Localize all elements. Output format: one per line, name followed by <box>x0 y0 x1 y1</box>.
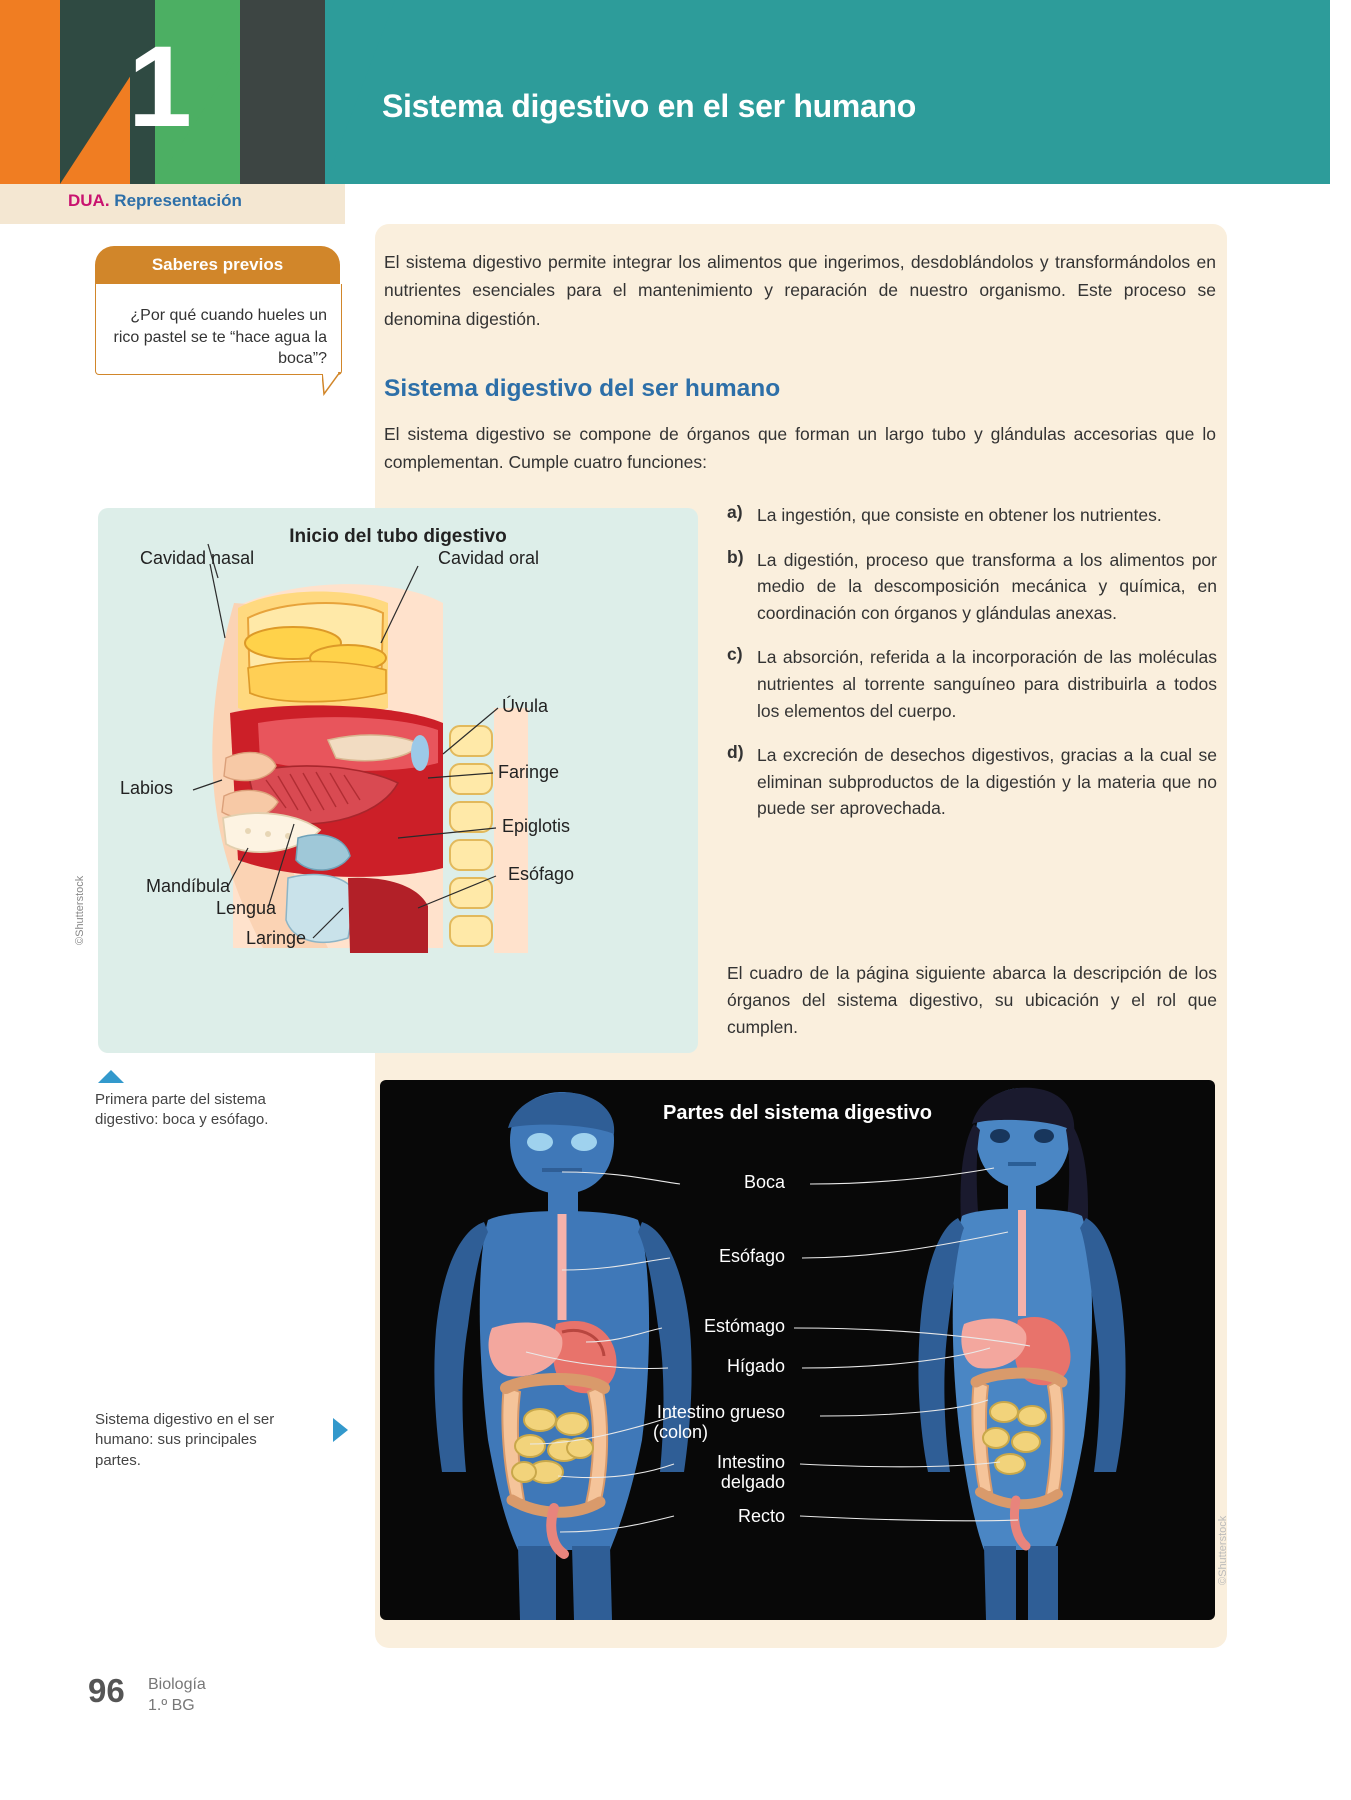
page-number: 96 <box>88 1672 125 1709</box>
label-uvula: Úvula <box>502 696 549 716</box>
dua-badge-label <box>68 191 242 211</box>
dua-label: DUA. <box>68 191 110 210</box>
digestive-system-illustration <box>380 1080 1215 1620</box>
list-item-marker: a) <box>727 502 743 522</box>
dua-sublabel: Representación <box>114 191 242 210</box>
label-esofago: Esófago <box>718 1246 785 1266</box>
saberes-previos-title: Saberes previos <box>151 255 284 274</box>
caption-1-arrow-icon <box>98 1070 124 1083</box>
closing-paragraph: El cuadro de la página siguiente abarca la descripción de los órganos del sistema digestivo, su ubicación y el rol que cumplen. <box>727 963 1217 1038</box>
label-labios: Labios <box>120 778 174 798</box>
label-cavidad-oral: Cavidad oral <box>438 548 540 568</box>
figure-2-title: Partes del sistema digestivo <box>662 1102 932 1124</box>
figure-1-credit: ©Shutterstock <box>74 875 86 945</box>
label-estomago: Estómago <box>703 1316 785 1336</box>
label-esofago: Esófago <box>508 864 575 884</box>
list-item <box>727 742 1217 822</box>
label-lengua: Lengua <box>216 898 277 918</box>
label-intestino-grueso: Intestino grueso <box>656 1402 785 1422</box>
label-intestino-grueso-sub: (colon) <box>652 1422 709 1442</box>
footer-subject-name: Biología <box>148 1676 206 1693</box>
label-laringe: Laringe <box>246 928 307 948</box>
list-item <box>727 547 1217 627</box>
caption-2-text: Sistema digestivo en el ser humano: sus principales partes. <box>95 1411 275 1469</box>
list-item <box>727 644 1217 724</box>
speech-bubble-tail-icon <box>322 372 342 394</box>
list-item-marker: d) <box>727 742 744 763</box>
compose-paragraph: El sistema digestivo se compone de órganos que forman un largo tubo y glándulas accesorias que lo complementan. Cumple cuatro funciones: <box>384 424 1216 473</box>
list-item-text: La ingestión, que consiste en obtener los nutrientes. <box>757 505 1162 525</box>
label-cavidad-nasal: Cavidad nasal <box>140 548 255 568</box>
label-boca: Boca <box>743 1172 785 1192</box>
label-epiglotis: Epiglotis <box>502 816 571 836</box>
page-title: Sistema digestivo en el ser humano <box>382 88 916 124</box>
saberes-previos-question: ¿Por qué cuando hueles un rico pastel se te “hace agua la boca”? <box>113 307 327 368</box>
figure-1-title: Inicio del tubo digestivo <box>289 526 507 547</box>
caption-1-text: Primera parte del sistema digestivo: boca y esófago. <box>95 1091 269 1129</box>
figure-2-credit: ©Shutterstock <box>1217 1515 1229 1585</box>
label-faringe: Faringe <box>498 762 560 782</box>
figure-1-leader-lines <box>98 508 698 1053</box>
intro-paragraph: El sistema digestivo permite integrar los alimentos que ingerimos, desdoblándolos y transformándolos en nutrientes esenciales para el mantenimiento y reparación de nuestro organismo. Este proceso se denomina digestión. <box>384 252 1216 329</box>
list-item-text: La excreción de desechos digestivos, gracias a la cual se eliminan subproductos de la digestión y la materia que no puede ser aprovechada. <box>757 745 1217 819</box>
functions-list <box>727 502 1217 840</box>
list-item-text: La digestión, proceso que transforma a los alimentos por medio de la descomposición mecánica y química, en coordinación con órganos y glándulas anexas. <box>757 549 1217 623</box>
figure-digestive-system <box>380 1080 1215 1620</box>
list-item-marker: b) <box>727 546 744 567</box>
label-higado: Hígado <box>726 1356 785 1376</box>
list-item <box>727 502 1217 529</box>
figure-head-cross-section <box>98 508 698 1053</box>
label-intestino-delgado-sub: delgado <box>720 1472 785 1492</box>
label-recto: Recto <box>737 1506 785 1526</box>
list-item-text: La absorción, referida a la incorporación de las moléculas nutrientes al torrente sanguíneo para distribuirla a todos los elementos del cuerpo. <box>757 647 1217 721</box>
chapter-number: 1 <box>128 23 192 151</box>
list-item-marker: c) <box>727 644 743 665</box>
caption-2-arrow-icon <box>333 1418 348 1442</box>
section-heading: Sistema digestivo del ser humano <box>384 375 781 402</box>
footer-subject <box>148 1675 206 1717</box>
label-mandibula: Mandíbula <box>146 876 231 896</box>
footer-grade: 1.º BG <box>148 1696 195 1714</box>
label-intestino-delgado: Intestino <box>716 1452 785 1472</box>
